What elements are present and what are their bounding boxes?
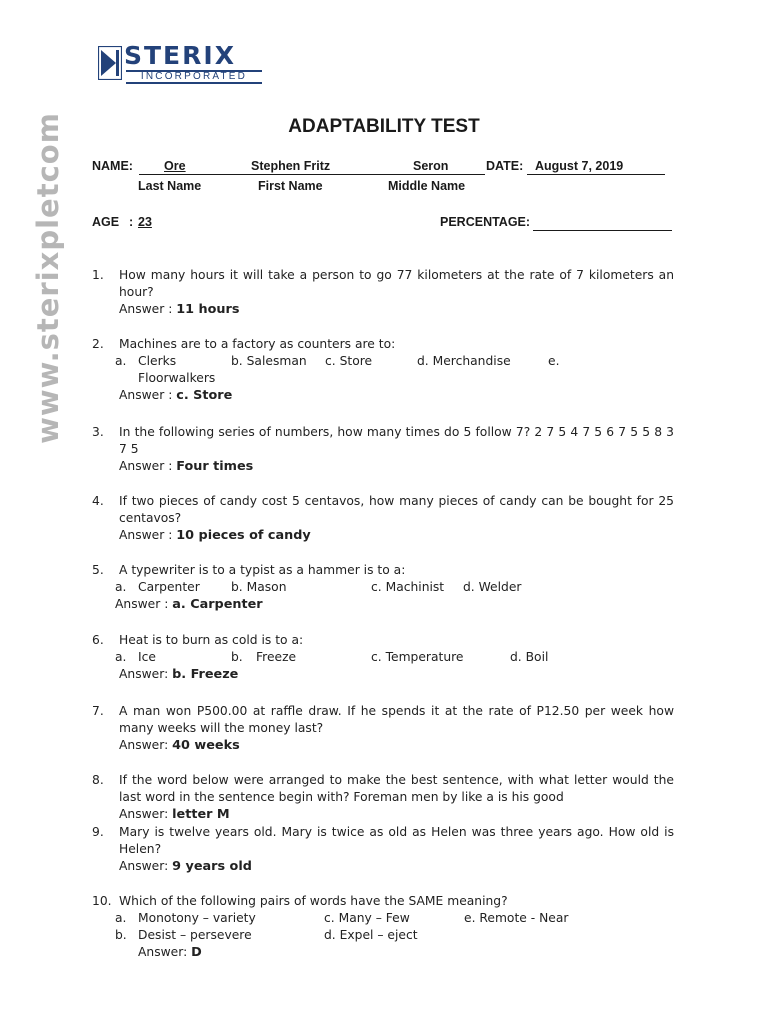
question-number: 10. <box>92 894 112 908</box>
option-marker: a. <box>115 650 127 664</box>
question-number: 3. <box>92 425 104 439</box>
middle-name-caption: Middle Name <box>388 179 466 193</box>
question-text: If the word below were arranged to make the best sentence, with what letter would the last word in the sentence begin with? Foreman men by like a is his good <box>119 773 674 804</box>
option: c. Machinist <box>371 580 445 594</box>
answer-line: Answer: D <box>138 945 202 960</box>
answer-line: Answer : a. Carpenter <box>115 597 263 612</box>
options-row <box>92 579 674 596</box>
question-7 <box>92 703 674 754</box>
question-4 <box>92 493 674 544</box>
first-name-caption: First Name <box>258 179 323 193</box>
question-text: Mary is twelve years old. Mary is twice as old as Helen was three years ago. How old is Helen? <box>119 825 674 856</box>
middle-name-line <box>407 174 485 175</box>
question-number: 4. <box>92 494 104 508</box>
question-number: 9. <box>92 825 104 839</box>
logo-name: STERIX <box>124 41 236 70</box>
age-value: 23 <box>138 215 152 229</box>
answer-value: 10 pieces of candy <box>176 528 311 543</box>
question-1 <box>92 267 674 318</box>
question-10 <box>92 893 674 961</box>
percentage-line <box>533 230 672 231</box>
date-label: DATE: <box>486 159 524 173</box>
name-label: NAME: <box>92 159 133 173</box>
option: c. Temperature <box>371 650 464 664</box>
option-marker: a. <box>115 580 127 594</box>
option-marker: b. <box>115 928 127 942</box>
option: d. Merchandise <box>417 354 511 368</box>
watermark: www.sterixpletcom <box>31 112 65 444</box>
last-name-caption: Last Name <box>138 179 202 193</box>
answer-line: Answer: 40 weeks <box>119 738 240 753</box>
option: d. Boil <box>510 650 549 664</box>
question-6 <box>92 632 674 683</box>
date-line <box>527 174 665 175</box>
percentage-label: PERCENTAGE: <box>440 215 531 229</box>
option: c. Many – Few <box>324 911 410 925</box>
middle-name-value: Seron <box>413 159 449 173</box>
option: e. Remote - Near <box>464 911 569 925</box>
question-text: In the following series of numbers, how many times do 5 follow 7? 2 7 5 4 7 5 6 7 5 5 8 3 7 5 <box>119 425 674 456</box>
first-name-value: Stephen Fritz <box>251 159 331 173</box>
date-value: August 7, 2019 <box>535 159 624 173</box>
question-text: If two pieces of candy cost 5 centavos, how many pieces of candy can be bought for 25 centavos? <box>119 494 674 525</box>
answer-line: Answer : Four times <box>119 459 254 474</box>
option: Floorwalkers <box>138 371 216 385</box>
option: Clerks <box>138 354 177 368</box>
question-text: Machines are to a factory as counters are to: <box>119 337 396 351</box>
options-row <box>92 910 674 927</box>
question-text: Which of the following pairs of words have the SAME meaning? <box>119 894 508 908</box>
answer-value: c. Store <box>176 388 233 403</box>
option: b. Salesman <box>231 354 307 368</box>
answer-value: D <box>191 945 202 960</box>
logo-subtitle: INCORPORATED <box>126 70 262 84</box>
question-9 <box>92 824 674 875</box>
answer-line: Answer : c. Store <box>119 388 233 403</box>
answer-line: Answer: 9 years old <box>119 859 252 874</box>
option: b. Mason <box>231 580 287 594</box>
question-text: A man won P500.00 at raffle draw. If he spends it at the rate of P12.50 per week how many weeks will the money last? <box>119 704 674 735</box>
question-3 <box>92 424 674 475</box>
option: d. Welder <box>463 580 522 594</box>
question-text: Heat is to burn as cold is to a: <box>119 633 304 647</box>
option: d. Expel – eject <box>324 928 418 942</box>
option: Freeze <box>256 650 297 664</box>
option-marker: a. <box>115 354 127 368</box>
sterix-logo-mark <box>98 46 122 80</box>
option: Desist – persevere <box>138 928 252 942</box>
answer-line: Answer : 10 pieces of candy <box>119 528 311 543</box>
question-number: 5. <box>92 563 104 577</box>
options-row <box>92 927 674 944</box>
question-text: A typewriter is to a typist as a hammer is to a: <box>119 563 406 577</box>
options-row <box>92 353 674 370</box>
company-logo <box>98 41 264 84</box>
question-8 <box>92 772 674 823</box>
option: c. Store <box>325 354 373 368</box>
question-number: 8. <box>92 773 104 787</box>
option-marker: a. <box>115 911 127 925</box>
last-name-value: Ore <box>164 159 186 173</box>
answer-value: 9 years old <box>172 859 252 874</box>
options-row <box>92 370 674 387</box>
page-title: ADAPTABILITY TEST <box>288 116 480 137</box>
option: Carpenter <box>138 580 200 594</box>
answer-line: Answer: letter M <box>119 807 230 822</box>
answer-value: letter M <box>172 807 230 822</box>
question-2 <box>92 336 674 404</box>
last-name-line <box>139 174 245 175</box>
age-label: AGE <box>92 215 120 229</box>
options-row <box>92 649 674 666</box>
answer-line: Answer: b. Freeze <box>119 667 239 682</box>
option: Ice <box>138 650 156 664</box>
answer-value: 40 weeks <box>172 738 240 753</box>
question-text: How many hours it will take a person to go 77 kilometers at the rate of 7 kilometers an hour? <box>119 268 674 299</box>
question-number: 1. <box>92 268 104 282</box>
first-name-line <box>245 174 407 175</box>
answer-value: Four times <box>176 459 254 474</box>
question-number: 6. <box>92 633 104 647</box>
option-marker: b. <box>231 650 243 664</box>
question-5 <box>92 562 674 613</box>
question-number: 2. <box>92 337 104 351</box>
option: Monotony – variety <box>138 911 256 925</box>
answer-line: Answer : 11 hours <box>119 302 240 317</box>
option-marker: e. <box>548 354 560 368</box>
answer-value: 11 hours <box>176 302 240 317</box>
answer-value: b. Freeze <box>172 667 239 682</box>
answer-value: a. Carpenter <box>172 597 263 612</box>
age-colon: : <box>129 215 134 229</box>
question-number: 7. <box>92 704 104 718</box>
